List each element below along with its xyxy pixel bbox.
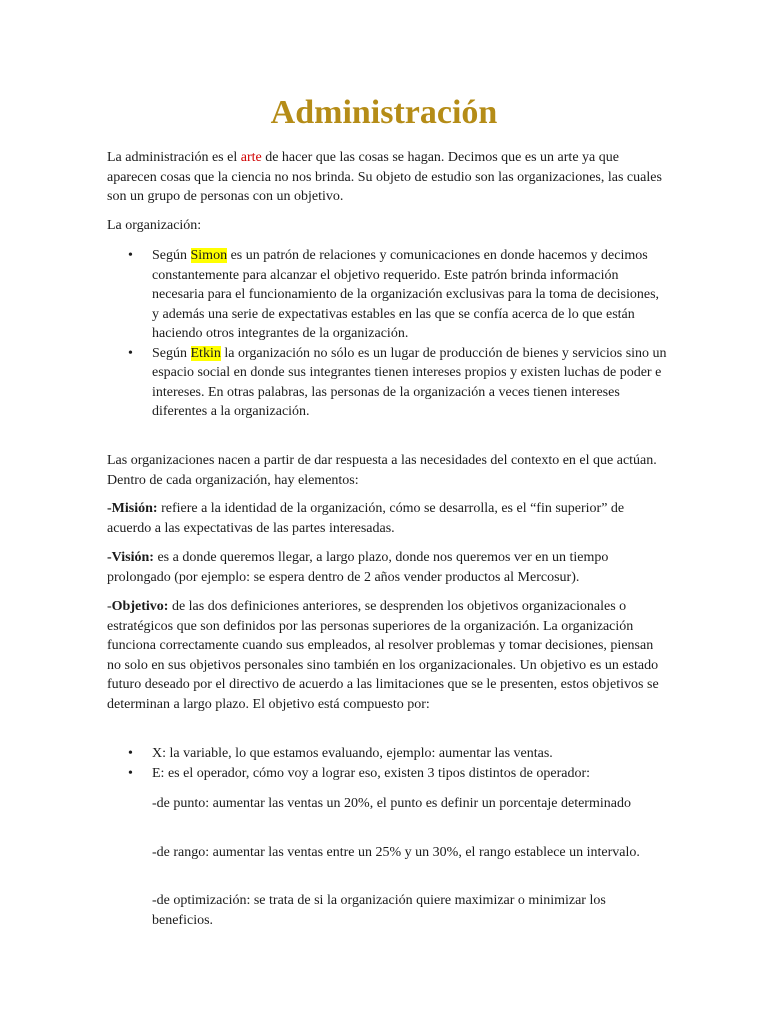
list-item [107,744,667,764]
list-item-text: X: la variable, lo que estamos evaluando, ejemplo: aumentar las ventas. [152,746,553,761]
operator-optimization-paragraph: -de optimización: se trata de si la organización quiere maximizar o minimizar los beneficios. [152,893,606,928]
intro-highlight-word: arte [240,150,262,165]
intro-text-before: La administración es el [107,150,241,165]
list-item [107,246,667,344]
organization-definitions-list [107,246,667,422]
list-item-text: la organización no sólo es un lugar de producción de bienes y servicios sino un espacio social en donde sus integrantes tienen intereses propios y existen luchas de poder e intereses. En otras palabras, las personas de la organización a veces tienen intereses diferentes a la organización. [152,345,667,419]
list-item [107,344,667,422]
bullet-icon: • [128,345,133,361]
organizations-paragraph: Las organizaciones nacen a partir de dar respuesta a las necesidades del contexto en el que actúan. Dentro de cada organización, hay elementos: [107,453,657,488]
intro-text-after: de hacer que las cosas se hagan. Decimos que es un arte ya que aparecen cosas que la ciencia no nos brinda. Su objeto de estudio son las organizaciones, las cuales son un grupo de personas con un objetivo. [107,150,662,204]
list-item-prefix: Según [152,248,191,263]
bullet-icon: • [128,746,133,761]
list-item-text: E: es el operador, cómo voy a lograr eso, existen 3 tipos distintos de operador: [152,765,590,781]
intro-paragraph [107,148,667,207]
vision-paragraph [107,548,667,587]
bullet-icon: • [128,248,133,263]
list-item-text: es un patrón de relaciones y comunicaciones en donde hacemos y decimos constantemente para alcanzar el objetivo requerido. Este patrón brinda información necesaria para el funcionamiento de la organización exclusivas para la toma de decisiones, y además una serie de expectativas estables en las que se confía acerca de lo que están haciendo otros integrantes de la organización. [152,248,660,341]
operator-range-paragraph: -de rango: aumentar las ventas entre un 25% y un 30%, el rango establece un intervalo. [152,845,640,860]
objective-components-list [107,744,667,783]
vision-label: Visión: [111,550,154,565]
operator-point-paragraph: -de punto: aumentar las ventas un 20%, el punto es definir un porcentaje determinado [152,796,631,811]
organization-label: La organización: [107,218,202,233]
objetivo-label: Objetivo: [111,599,169,614]
objetivo-dash: - [107,599,112,614]
objetivo-paragraph [107,597,667,714]
objetivo-text: de las dos definiciones anteriores, se desprenden los objetivos organizacionales o estratégicos que son definidos por las personas superiores de la organización. La organización funciona correctamente cuando sus empleados, al resolver problemas y tomar decisiones, piensan no solo en sus objetivos personales sino también en los organizacionales. Un objetivo es un estado futuro deseado por el directivo de acuerdo a las limitaciones que se le presenten, estos objetivos se determinan a largo plazo. El objetivo está compuesto por: [107,599,659,712]
page-title: Administración [270,94,498,131]
mision-text: refiere a la identidad de la organización, cómo se desarrolla, es el “fin superior” de acuerdo a las expectativas de las partes interesadas. [107,501,625,536]
mision-dash: - [107,501,112,516]
vision-text: es a donde queremos llegar, a largo plazo, donde nos queremos ver en un tiempo prolongado (por ejemplo: se espera dentro de 2 años vender productos al Mercosur). [107,550,609,585]
author-name-highlight: Etkin [190,345,221,361]
list-item-prefix: Según [152,345,191,361]
list-item [107,764,667,784]
vision-dash: - [107,550,112,565]
author-name-highlight: Simon [190,248,228,263]
mision-label: Misión: [111,501,158,516]
mision-paragraph [107,499,667,538]
bullet-icon: • [128,765,133,781]
